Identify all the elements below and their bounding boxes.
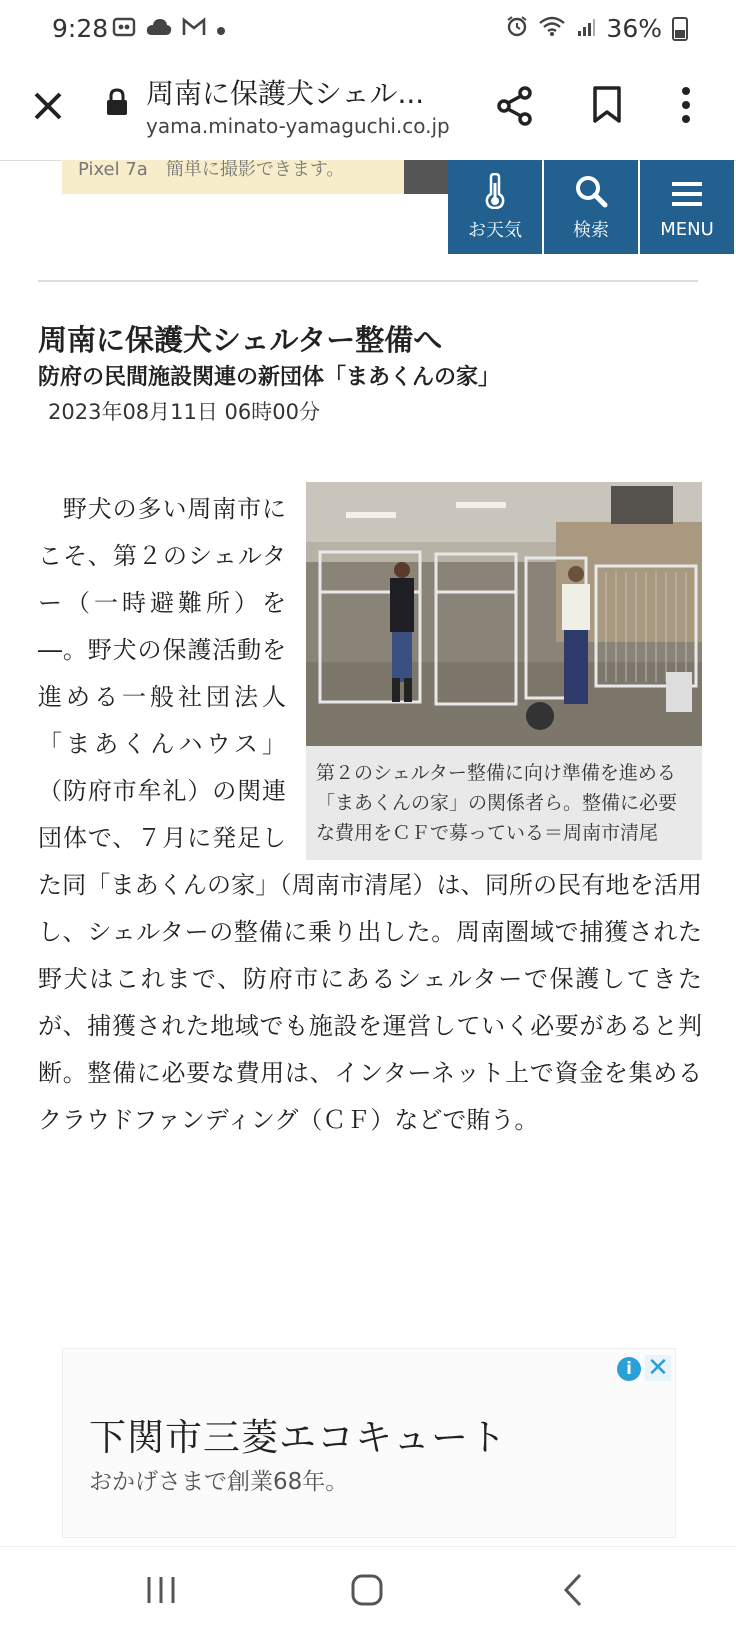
weather-label: お天気 (468, 220, 522, 241)
thermometer-icon (484, 172, 506, 210)
more-options-button[interactable] (680, 86, 692, 128)
home-icon (350, 1573, 384, 1607)
back-button[interactable] (562, 1573, 584, 1611)
top-banner-ad[interactable] (62, 160, 404, 194)
url-text[interactable]: yama.minato-yamaguchi.co.jp (146, 114, 450, 138)
close-tab-button[interactable] (26, 84, 70, 128)
system-icons (506, 14, 688, 43)
screenshot-icon (112, 16, 136, 43)
recent-apps-button[interactable] (146, 1575, 176, 1609)
close-icon (30, 88, 66, 124)
alarm-icon (506, 14, 528, 43)
wifi-icon (538, 14, 566, 43)
share-button[interactable] (496, 86, 534, 130)
home-button[interactable] (350, 1573, 384, 1611)
top-ad-text: Pixel 7a 簡単に撮影できます。 (78, 160, 345, 180)
article-photo-figure[interactable] (306, 482, 702, 860)
photo-caption: 第２のシェルター整備に向け準備を進める「まあくんの家」の関係者ら。整備に必要な費用をＣＦで募っている＝周南市清尾 (316, 762, 678, 844)
ad-close-icon[interactable]: ✕ (645, 1355, 671, 1381)
article-date: 2023年08月11日 06時00分 (48, 400, 321, 424)
bookmark-icon (592, 86, 622, 124)
system-nav-bar (0, 1546, 736, 1637)
tab-title[interactable]: 周南に保護犬シェル... (146, 77, 425, 110)
signal-icon (576, 14, 596, 43)
search-icon (574, 172, 608, 210)
notification-icons (112, 16, 226, 43)
more-vertical-icon (680, 86, 692, 124)
site-nav (448, 160, 734, 254)
status-bar (0, 0, 736, 60)
dot-icon (216, 19, 226, 41)
battery-percentage: 36% (606, 14, 662, 43)
article-text: 野犬の多い周南市にこそ、第２のシェルター（一時避難所）を―。野犬の保護活動を進める一般社団法人「まあくんハウス」（防府市牟礼）の関連団体で、７月に発足した同「まあくんの家」（周南市清尾）は、同所の民有地を活用し、シェルターの整備に乗り出した。周南圏域で捕獲された野犬はこれまで、防府市にあるシェルターで保護してきたが、捕獲された地域でも施設を運営していく必要があると判断。整備に必要な費用は、インターネット上で資金を集めるクラウドファンディング（ＣＦ）などで賄う。 (38, 495, 702, 1134)
menu-button[interactable] (640, 160, 734, 254)
article-subhead: 防府の民間施設関連の新団体「まあくんの家」 (38, 365, 501, 390)
ad-info-icon[interactable]: i (617, 1357, 641, 1381)
menu-label: MENU (660, 218, 714, 240)
hamburger-icon (671, 175, 703, 213)
bottom-ad[interactable] (62, 1348, 676, 1538)
share-icon (496, 86, 534, 126)
search-label: 検索 (573, 220, 609, 241)
battery-icon (672, 17, 688, 41)
ad-subtitle: おかげさまで創業68年。 (89, 1469, 349, 1495)
article-headline: 周南に保護犬シェルター整備へ (38, 323, 443, 357)
article-photo[interactable] (306, 482, 702, 746)
recent-apps-icon (146, 1575, 176, 1605)
divider (38, 280, 698, 282)
weather-button[interactable] (448, 160, 542, 254)
gmail-icon (182, 17, 206, 42)
cloud-icon (146, 18, 172, 41)
back-icon (562, 1573, 584, 1607)
top-ad-image (404, 160, 448, 194)
article-body (38, 486, 702, 1144)
search-button[interactable] (544, 160, 638, 254)
status-time: 9:28 (52, 14, 109, 43)
browser-toolbar (0, 60, 736, 161)
lock-icon[interactable] (106, 88, 128, 120)
bookmark-button[interactable] (592, 86, 622, 128)
ad-title[interactable]: 下関市三菱エコキュート (89, 1416, 507, 1459)
